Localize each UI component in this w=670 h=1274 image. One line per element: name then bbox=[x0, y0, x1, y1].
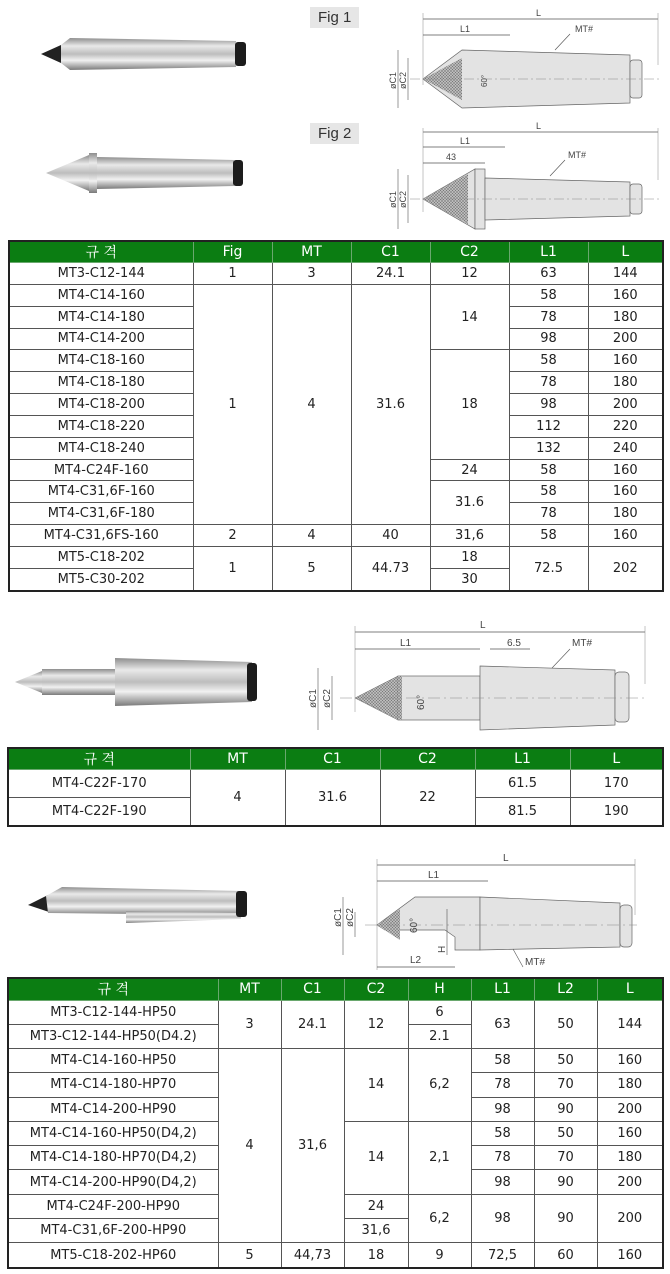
cell-mt: 5 bbox=[218, 1243, 281, 1268]
cell-spec: MT4-C31,6FS-160 bbox=[9, 525, 193, 547]
cell-h: 2.1 bbox=[408, 1024, 471, 1048]
cell-l1: 78 bbox=[471, 1146, 534, 1170]
cell-spec: MT4-C14-180-HP70 bbox=[8, 1073, 218, 1097]
cell-spec: MT4-C14-160-HP50 bbox=[8, 1049, 218, 1073]
cell-c1: 31.6 bbox=[351, 284, 430, 524]
header-c1: C1 bbox=[281, 978, 344, 1000]
header-l2: L2 bbox=[534, 978, 597, 1000]
dim-L1: L1 bbox=[460, 136, 471, 146]
header-l1: L1 bbox=[471, 978, 534, 1000]
cell-l: 160 bbox=[588, 459, 663, 481]
cell-l: 200 bbox=[588, 328, 663, 350]
label-mt: MT# bbox=[525, 957, 545, 968]
cell-mt: 4 bbox=[272, 284, 351, 524]
cell-l1: 58 bbox=[471, 1121, 534, 1145]
cell-h: 6 bbox=[408, 1000, 471, 1024]
cell-fig: 1 bbox=[193, 284, 272, 524]
dim-C1: øC1 bbox=[308, 689, 319, 708]
cell-l: 160 bbox=[588, 284, 663, 306]
header-l1: L1 bbox=[509, 241, 588, 263]
cell-l1: 58 bbox=[509, 459, 588, 481]
cell-l1: 63 bbox=[509, 263, 588, 285]
cell-mt: 5 bbox=[272, 546, 351, 591]
header-c2: C2 bbox=[380, 748, 475, 770]
cell-l: 180 bbox=[588, 372, 663, 394]
header-h: H bbox=[408, 978, 471, 1000]
cell-l: 160 bbox=[588, 481, 663, 503]
cell-c1: 40 bbox=[351, 525, 430, 547]
cell-l: 180 bbox=[597, 1146, 663, 1170]
table-row bbox=[8, 1049, 663, 1073]
cell-spec: MT5-C18-202 bbox=[9, 546, 193, 568]
angle-label: 60° bbox=[409, 917, 420, 933]
spec-table-2 bbox=[7, 747, 664, 827]
cell-c2: 18 bbox=[430, 350, 509, 459]
dim-C1: øC1 bbox=[333, 908, 344, 927]
cell-c2: 24 bbox=[430, 459, 509, 481]
cell-spec: MT4-C14-200 bbox=[9, 328, 193, 350]
cell-spec: MT4-C18-180 bbox=[9, 372, 193, 394]
cell-c1: 31,6 bbox=[281, 1049, 344, 1243]
label-mt: MT# bbox=[572, 638, 592, 649]
technical-drawing-fig2 bbox=[370, 120, 665, 232]
header-c1: C1 bbox=[285, 748, 380, 770]
cell-spec: MT4-C18-200 bbox=[9, 394, 193, 416]
header-l: L bbox=[588, 241, 663, 263]
cell-l2: 90 bbox=[534, 1097, 597, 1121]
dim-C1: øC1 bbox=[388, 190, 398, 208]
cell-l2: 50 bbox=[534, 1121, 597, 1145]
cell-l: 200 bbox=[597, 1170, 663, 1194]
spec-table-3 bbox=[7, 977, 664, 1269]
angle-label: 60° bbox=[416, 694, 427, 710]
cell-l1: 78 bbox=[509, 306, 588, 328]
header-l1: L1 bbox=[475, 748, 570, 770]
dim-L1: L1 bbox=[460, 24, 471, 34]
cell-c1: 31.6 bbox=[285, 770, 380, 827]
table-row bbox=[8, 1243, 663, 1268]
dim-43: 43 bbox=[446, 152, 457, 162]
angle-label: 60° bbox=[480, 74, 489, 87]
cell-mt: 4 bbox=[190, 770, 285, 827]
product-photo-2 bbox=[12, 652, 257, 712]
cell-c2: 12 bbox=[344, 1000, 408, 1049]
cell-mt: 4 bbox=[218, 1049, 281, 1243]
fig1-label: Fig 1 bbox=[310, 7, 359, 28]
cell-l2: 50 bbox=[534, 1000, 597, 1049]
dim-L: L bbox=[536, 121, 542, 131]
cell-l1: 72.5 bbox=[509, 546, 588, 591]
cell-h: 6,2 bbox=[408, 1194, 471, 1243]
header-l: L bbox=[597, 978, 663, 1000]
dim-C2: øC2 bbox=[398, 71, 408, 89]
cell-l: 160 bbox=[597, 1049, 663, 1073]
cell-l: 160 bbox=[597, 1121, 663, 1145]
cell-c1: 24.1 bbox=[281, 1000, 344, 1049]
cell-l: 160 bbox=[588, 525, 663, 547]
cell-l: 180 bbox=[588, 306, 663, 328]
dim-L: L bbox=[480, 620, 486, 631]
cell-h: 9 bbox=[408, 1243, 471, 1268]
cell-spec: MT4-C14-160 bbox=[9, 284, 193, 306]
cell-l: 160 bbox=[588, 350, 663, 372]
cell-mt: 4 bbox=[272, 525, 351, 547]
cell-l: 144 bbox=[597, 1000, 663, 1049]
cell-l2: 90 bbox=[534, 1194, 597, 1243]
cell-l: 190 bbox=[570, 797, 663, 826]
cell-fig: 1 bbox=[193, 546, 272, 591]
cell-fig: 2 bbox=[193, 525, 272, 547]
dim-L1: L1 bbox=[400, 638, 412, 649]
product-photo-3 bbox=[26, 885, 251, 927]
cell-l1: 58 bbox=[509, 525, 588, 547]
cell-l: 200 bbox=[597, 1097, 663, 1121]
cell-l: 144 bbox=[588, 263, 663, 285]
cell-spec: MT5-C18-202-HP60 bbox=[8, 1243, 218, 1268]
dim-C2: øC2 bbox=[398, 190, 408, 208]
cell-c2: 31,6 bbox=[344, 1219, 408, 1243]
cell-l1: 98 bbox=[471, 1097, 534, 1121]
cell-l1: 78 bbox=[509, 372, 588, 394]
cell-spec: MT4-C14-180 bbox=[9, 306, 193, 328]
cell-c2: 24 bbox=[344, 1194, 408, 1218]
cell-spec: MT4-C18-240 bbox=[9, 437, 193, 459]
cell-spec: MT3-C12-144-HP50(D4.2) bbox=[8, 1024, 218, 1048]
cell-l2: 60 bbox=[534, 1243, 597, 1268]
cell-spec: MT4-C31,6F-200-HP90 bbox=[8, 1219, 218, 1243]
cell-spec: MT4-C24F-160 bbox=[9, 459, 193, 481]
cell-spec: MT4-C22F-190 bbox=[8, 797, 190, 826]
cell-l: 160 bbox=[597, 1243, 663, 1268]
cell-l1: 58 bbox=[509, 284, 588, 306]
cell-l1: 112 bbox=[509, 415, 588, 437]
cell-l1: 61.5 bbox=[475, 770, 570, 798]
cell-l1: 63 bbox=[471, 1000, 534, 1049]
cell-l2: 70 bbox=[534, 1073, 597, 1097]
header-c2: C2 bbox=[344, 978, 408, 1000]
cell-h: 2,1 bbox=[408, 1121, 471, 1194]
cell-spec: MT4-C22F-170 bbox=[8, 770, 190, 798]
cell-l2: 50 bbox=[534, 1049, 597, 1073]
dim-C2: øC2 bbox=[322, 689, 333, 708]
cell-l1: 98 bbox=[509, 328, 588, 350]
table-row bbox=[9, 546, 663, 568]
dim-H: H bbox=[437, 945, 448, 953]
cell-c1: 44,73 bbox=[281, 1243, 344, 1268]
cell-spec: MT3-C12-144 bbox=[9, 263, 193, 285]
cell-c2: 14 bbox=[430, 284, 509, 350]
cell-l: 220 bbox=[588, 415, 663, 437]
cell-c2: 18 bbox=[430, 546, 509, 568]
dim-6-5: 6.5 bbox=[507, 638, 521, 649]
cell-c2: 18 bbox=[344, 1243, 408, 1268]
cell-spec: MT4-C24F-200-HP90 bbox=[8, 1194, 218, 1218]
product-photo-fig2 bbox=[44, 150, 249, 196]
cell-spec: MT4-C14-200-HP90(D4,2) bbox=[8, 1170, 218, 1194]
cell-spec: MT4-C31,6F-160 bbox=[9, 481, 193, 503]
cell-mt: 3 bbox=[218, 1000, 281, 1049]
cell-c2: 31.6 bbox=[430, 481, 509, 525]
header-c1: C1 bbox=[351, 241, 430, 263]
header-mt: MT bbox=[190, 748, 285, 770]
cell-l: 170 bbox=[570, 770, 663, 798]
cell-mt: 3 bbox=[272, 263, 351, 285]
header-fig: Fig bbox=[193, 241, 272, 263]
cell-c2: 30 bbox=[430, 568, 509, 591]
cell-l: 180 bbox=[588, 503, 663, 525]
cell-fig: 1 bbox=[193, 263, 272, 285]
header-spec: 규 격 bbox=[8, 978, 218, 1000]
cell-l: 240 bbox=[588, 437, 663, 459]
cell-l1: 81.5 bbox=[475, 797, 570, 826]
cell-c2: 14 bbox=[344, 1121, 408, 1194]
cell-spec: MT5-C30-202 bbox=[9, 568, 193, 591]
cell-spec: MT4-C18-160 bbox=[9, 350, 193, 372]
cell-h: 6,2 bbox=[408, 1049, 471, 1122]
dim-L: L bbox=[503, 853, 509, 864]
cell-spec: MT4-C31,6F-180 bbox=[9, 503, 193, 525]
technical-drawing-3 bbox=[325, 845, 645, 970]
header-spec: 규 격 bbox=[8, 748, 190, 770]
cell-l1: 58 bbox=[509, 481, 588, 503]
spec-table-1 bbox=[8, 240, 664, 592]
dim-L1: L1 bbox=[428, 870, 440, 881]
cell-l1: 132 bbox=[509, 437, 588, 459]
cell-l2: 70 bbox=[534, 1146, 597, 1170]
header-mt: MT bbox=[272, 241, 351, 263]
cell-l1: 58 bbox=[471, 1049, 534, 1073]
cell-l1: 98 bbox=[509, 394, 588, 416]
cell-l2: 90 bbox=[534, 1170, 597, 1194]
cell-spec: MT4-C14-200-HP90 bbox=[8, 1097, 218, 1121]
table-row bbox=[8, 770, 663, 798]
cell-c2: 31,6 bbox=[430, 525, 509, 547]
cell-c1: 44.73 bbox=[351, 546, 430, 591]
dim-L2: L2 bbox=[410, 955, 422, 966]
cell-l: 202 bbox=[588, 546, 663, 591]
cell-spec: MT4-C14-160-HP50(D4,2) bbox=[8, 1121, 218, 1145]
cell-c2: 12 bbox=[430, 263, 509, 285]
cell-spec: MT3-C12-144-HP50 bbox=[8, 1000, 218, 1024]
table-row bbox=[9, 525, 663, 547]
header-l: L bbox=[570, 748, 663, 770]
cell-l1: 78 bbox=[509, 503, 588, 525]
label-mt: MT# bbox=[568, 150, 586, 160]
label-mt: MT# bbox=[575, 24, 593, 34]
cell-l: 200 bbox=[588, 394, 663, 416]
table-row bbox=[8, 1000, 663, 1024]
cell-l: 180 bbox=[597, 1073, 663, 1097]
cell-l1: 58 bbox=[509, 350, 588, 372]
cell-c1: 24.1 bbox=[351, 263, 430, 285]
technical-drawing-2 bbox=[300, 612, 650, 737]
cell-l1: 72,5 bbox=[471, 1243, 534, 1268]
header-spec: 규 격 bbox=[9, 241, 193, 263]
cell-l1: 78 bbox=[471, 1073, 534, 1097]
cell-c2: 14 bbox=[344, 1049, 408, 1122]
header-c2: C2 bbox=[430, 241, 509, 263]
fig2-label: Fig 2 bbox=[310, 123, 359, 144]
cell-l1: 98 bbox=[471, 1170, 534, 1194]
cell-l: 200 bbox=[597, 1194, 663, 1243]
product-photo-fig1 bbox=[36, 36, 251, 72]
dim-C1: øC1 bbox=[388, 71, 398, 89]
table-row bbox=[9, 284, 663, 306]
dim-C2: øC2 bbox=[345, 908, 356, 927]
header-mt: MT bbox=[218, 978, 281, 1000]
dim-L: L bbox=[536, 8, 542, 18]
technical-drawing-fig1 bbox=[370, 5, 665, 117]
table-row bbox=[9, 263, 663, 285]
cell-spec: MT4-C18-220 bbox=[9, 415, 193, 437]
cell-spec: MT4-C14-180-HP70(D4,2) bbox=[8, 1146, 218, 1170]
cell-c2: 22 bbox=[380, 770, 475, 827]
cell-l1: 98 bbox=[471, 1194, 534, 1243]
